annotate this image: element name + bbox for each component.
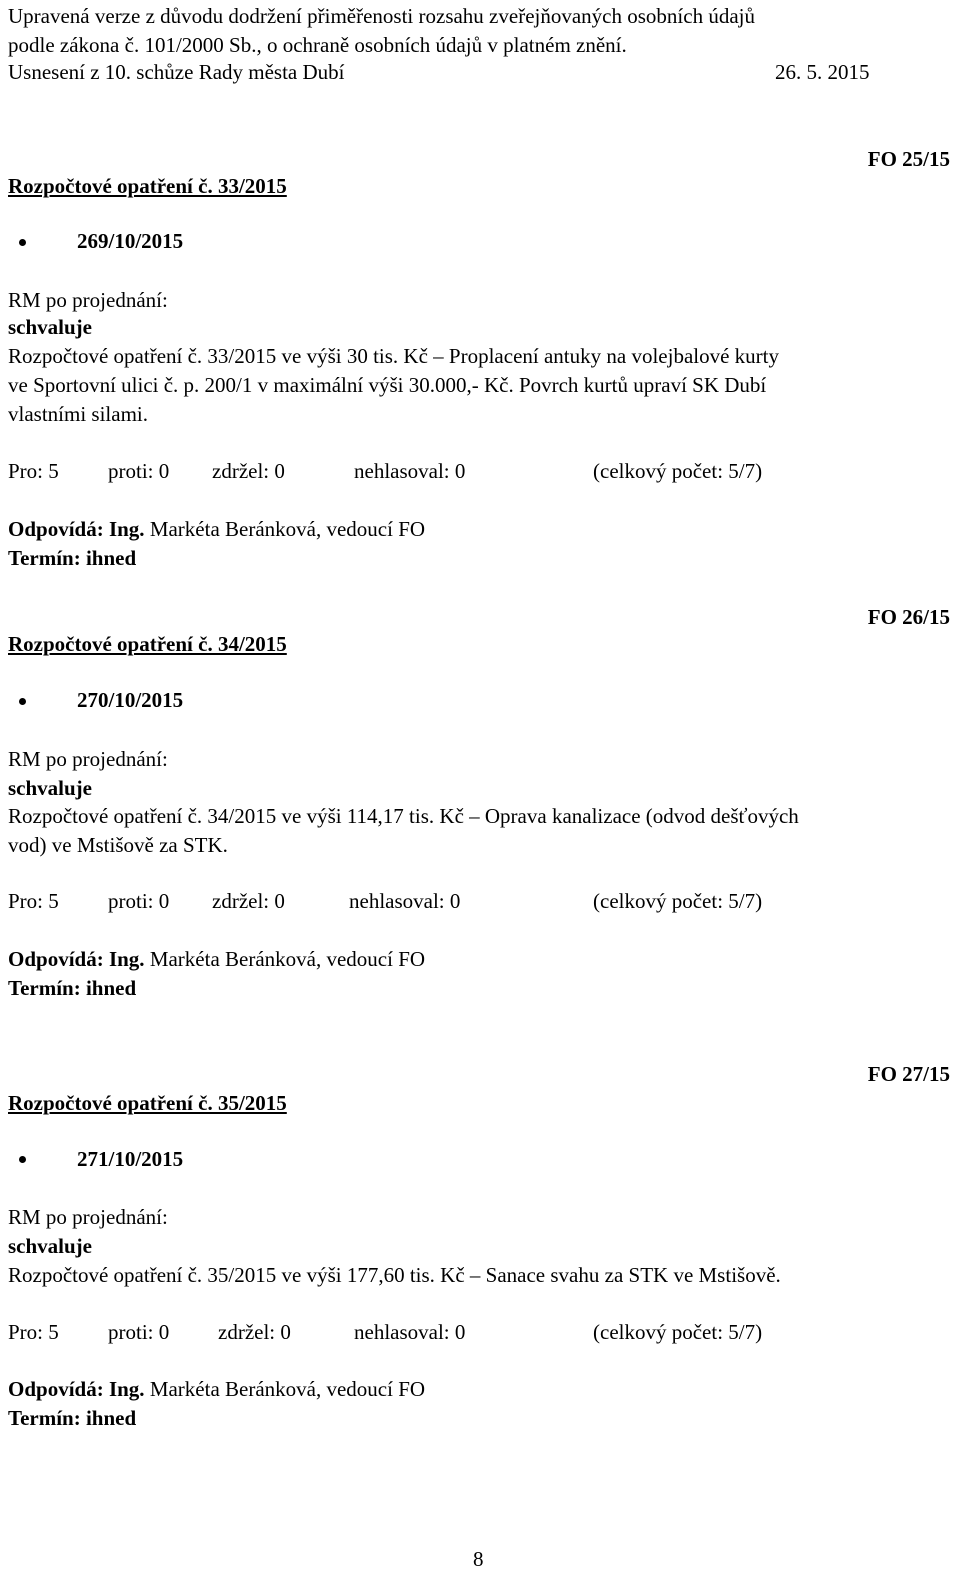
responsible-label: Odpovídá: Ing. [8,517,145,541]
section-title: Rozpočtové opatření č. 35/2015 [8,1091,287,1115]
responsible [8,515,425,544]
header-line-1: Upravená verze z důvodu dodržení přiměřenosti rozsahu zveřejňovaných osobních údajů [8,4,755,28]
resolution-text-line: vod) ve Mstišově za STK. [8,833,228,857]
vote-zdrzel: zdržel: 0 [212,889,285,913]
resolution-text-line: vlastními silami. [8,402,148,426]
responsible-name: Markéta Beránková, vedoucí FO [149,947,426,971]
vote-proti: proti: 0 [108,889,170,913]
bullet-icon [19,239,26,246]
bullet-icon [19,698,26,705]
vote-total: (celkový počet: 5/7) [593,1320,763,1344]
header-meeting: Usnesení z 10. schůze Rady města Dubí [8,60,345,84]
resolution-text-line: Rozpočtové opatření č. 33/2015 ve výši 30 tis. Kč – Proplacení antuky na volejbalové kurty [8,344,779,368]
action-label: schvaluje [8,776,92,800]
responsible-name: Markéta Beránková, vedoucí FO [149,1377,426,1401]
vote-nehlasoval: nehlasoval: 0 [354,459,466,483]
action-label: schvaluje [8,1234,92,1258]
fo-code: FO 25/15 [867,147,950,171]
fo-code: FO 27/15 [867,1062,950,1086]
vote-proti: proti: 0 [108,459,170,483]
section-title: Rozpočtové opatření č. 33/2015 [8,174,287,198]
responsible-label: Odpovídá: Ing. [8,947,145,971]
responsible-label: Odpovídá: Ing. [8,1377,145,1401]
responsible [8,945,425,974]
vote-row [0,887,960,916]
vote-pro: Pro: 5 [8,1320,59,1344]
vote-total: (celkový počet: 5/7) [593,459,763,483]
vote-proti: proti: 0 [108,1320,170,1344]
header-date: 26. 5. 2015 [775,60,870,84]
resolution-number: 270/10/2015 [77,688,184,712]
vote-pro: Pro: 5 [8,459,59,483]
resolution-number: 269/10/2015 [77,229,184,253]
resolution-text-line: Rozpočtové opatření č. 35/2015 ve výši 177,60 tis. Kč – Sanace svahu za STK ve Mstišově. [8,1263,781,1287]
responsible-name: Markéta Beránková, vedoucí FO [149,517,426,541]
responsible [8,1375,425,1404]
rm-label: RM po projednání: [8,1205,168,1229]
vote-total: (celkový počet: 5/7) [593,889,763,913]
deadline: Termín: ihned [8,546,137,570]
header-line-2: podle zákona č. 101/2000 Sb., o ochraně osobních údajů v platném znění. [8,33,627,57]
page-number: 8 [473,1547,484,1571]
rm-label: RM po projednání: [8,747,168,771]
vote-zdrzel: zdržel: 0 [218,1320,291,1344]
action-label: schvaluje [8,315,92,339]
deadline: Termín: ihned [8,976,137,1000]
deadline: Termín: ihned [8,1406,137,1430]
vote-row [0,1318,960,1347]
vote-row [0,457,960,486]
resolution-number: 271/10/2015 [77,1147,184,1171]
resolution-text-line: ve Sportovní ulici č. p. 200/1 v maximální výši 30.000,- Kč. Povrch kurtů upraví SK Dubí [8,373,767,397]
bullet-icon [19,1156,26,1163]
resolution-text-line: Rozpočtové opatření č. 34/2015 ve výši 114,17 tis. Kč – Oprava kanalizace (odvod dešťových [8,804,799,828]
section-title: Rozpočtové opatření č. 34/2015 [8,632,287,656]
vote-pro: Pro: 5 [8,889,59,913]
fo-code: FO 26/15 [867,605,950,629]
vote-nehlasoval: nehlasoval: 0 [354,1320,466,1344]
vote-nehlasoval: nehlasoval: 0 [349,889,461,913]
rm-label: RM po projednání: [8,288,168,312]
vote-zdrzel: zdržel: 0 [212,459,285,483]
